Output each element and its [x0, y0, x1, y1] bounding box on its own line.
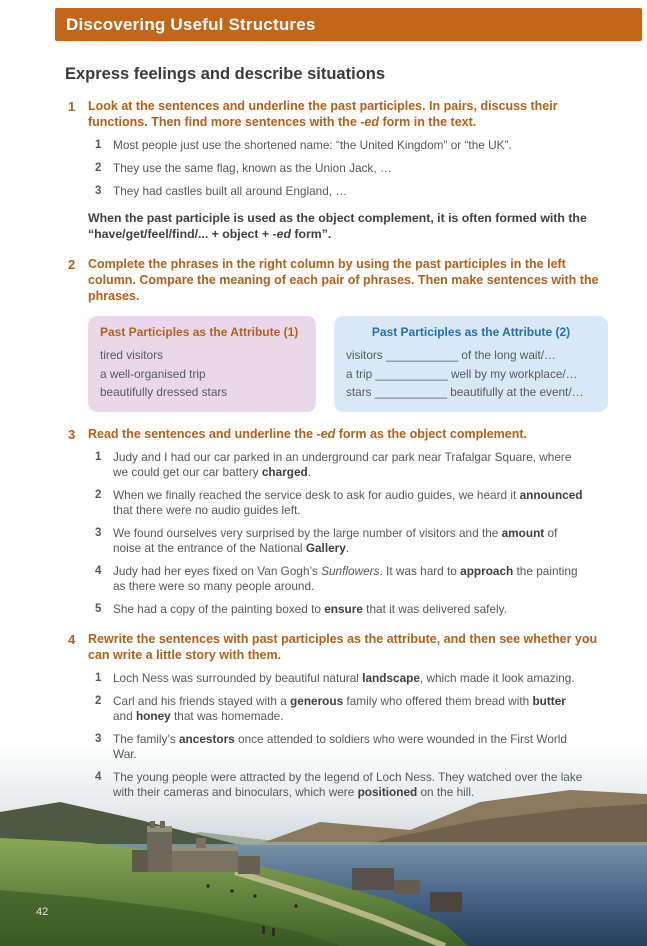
- box-item: beautifully dressed stars: [100, 385, 228, 399]
- item-text: The young people were attracted by the legend of Loch Ness. They watched over the lake with their cameras and binoculars, which were positioned on the hill.: [113, 769, 583, 799]
- section-header-title: Discovering Useful Structures: [66, 14, 316, 34]
- page-subtitle: Express feelings and describe situations: [65, 65, 386, 83]
- list-item: [95, 602, 608, 617]
- page-number: 42: [36, 906, 49, 918]
- item-number: 1: [95, 139, 102, 151]
- activity-3: [68, 426, 647, 617]
- activity-2-instruction: Complete the phrases in the right column by using the past participles in the left column. Compare the meaning of each pair of phrases. Then make sentences with the phrases.: [88, 257, 599, 303]
- list-item: [95, 184, 608, 199]
- item-text: When we finally reached the service desk to ask for audio guides, we heard it announced that there were no audio guides left.: [113, 487, 583, 517]
- activity-4: [68, 631, 647, 800]
- box-item: stars ___________ beautifully at the event/…: [346, 385, 584, 399]
- item-number: 3: [95, 732, 102, 745]
- activity-4-number: 4: [68, 631, 76, 647]
- list-item: [95, 671, 608, 686]
- item-text: She had a copy of the painting boxed to ensure that it was delivered safely.: [113, 601, 507, 616]
- list-item: [95, 138, 608, 153]
- item-number: 4: [95, 564, 102, 577]
- item-text: Most people just use the shortened name: “the United Kingdom” or “the UK”.: [113, 138, 512, 152]
- page-content: [0, 41, 647, 800]
- attribute-box-2: [334, 316, 608, 412]
- item-text: Judy had her eyes fixed on Van Gogh’s Sunflowers. It was hard to approach the painting as there were so many people around.: [113, 563, 578, 593]
- item-number: 1: [95, 450, 102, 463]
- item-text: Loch Ness was surrounded by beautiful natural landscape, which made it look amazing.: [113, 670, 575, 685]
- attribute-box-1-title: Past Participles as the Attribute (1): [100, 325, 299, 339]
- item-text: They use the same flag, known as the Union Jack, …: [113, 161, 392, 175]
- item-text: Judy and I had our car parked in an underground car park near Trafalgar Square, where we could get our car battery charged.: [113, 449, 572, 479]
- activity-1-number: 1: [68, 99, 76, 114]
- box-item: visitors ___________ of the long wait/…: [346, 348, 556, 362]
- box-item: a trip ___________ well by my workplace/…: [346, 366, 578, 381]
- box-item: tired visitors: [100, 348, 163, 362]
- list-item: [95, 450, 608, 480]
- list-item: [95, 564, 608, 594]
- activity-2: [68, 256, 647, 412]
- photo-shoreline: [240, 842, 647, 845]
- item-number: 2: [95, 488, 102, 501]
- grammar-note: When the past participle is used as the object complement, it is often formed with the “have/get/feel/find/... + object + -ed form”.: [88, 211, 587, 241]
- item-number: 4: [95, 770, 102, 783]
- item-number: 2: [95, 162, 102, 174]
- activity-4-instruction: Rewrite the sentences with past participles as the attribute, and then see whether you can write a little story with them.: [88, 631, 598, 662]
- box-item: a well-organised trip: [100, 366, 206, 381]
- list-item: [95, 694, 608, 724]
- participle-boxes: [88, 316, 608, 412]
- attribute-box-2-title: Past Participles as the Attribute (2): [371, 325, 571, 339]
- list-item: [95, 770, 608, 800]
- item-number: 3: [95, 185, 102, 197]
- attribute-box-1: [88, 316, 316, 412]
- item-text: Carl and his friends stayed with a generous family who offered them bread with butter and honey that was homemade.: [113, 693, 566, 723]
- activity-1: [68, 98, 647, 242]
- item-number: 1: [95, 671, 102, 684]
- item-number: 3: [95, 526, 102, 539]
- item-text: The family’s ancestors once attended to soldiers who were wounded in the First World War.: [113, 731, 567, 761]
- item-number: 2: [95, 694, 102, 707]
- section-header-bar: [55, 8, 642, 41]
- list-item: [95, 161, 608, 176]
- activity-1-instruction: Look at the sentences and underline the past participles. In pairs, discuss their functions. Then find more sentences with the -ed form in the text.: [88, 99, 558, 129]
- item-number: 5: [95, 602, 102, 615]
- list-item: [95, 488, 608, 518]
- list-item: [95, 732, 608, 762]
- activity-2-number: 2: [68, 257, 76, 272]
- activity-3-number: 3: [68, 426, 76, 442]
- list-item: [95, 526, 608, 556]
- item-text: We found ourselves very surprised by the large number of visitors and the amount of noise at the entrance of the National Gallery.: [113, 525, 558, 555]
- item-text: They had castles built all around England, …: [113, 184, 348, 198]
- activity-3-instruction: Read the sentences and underline the -ed form as the object complement.: [88, 426, 527, 441]
